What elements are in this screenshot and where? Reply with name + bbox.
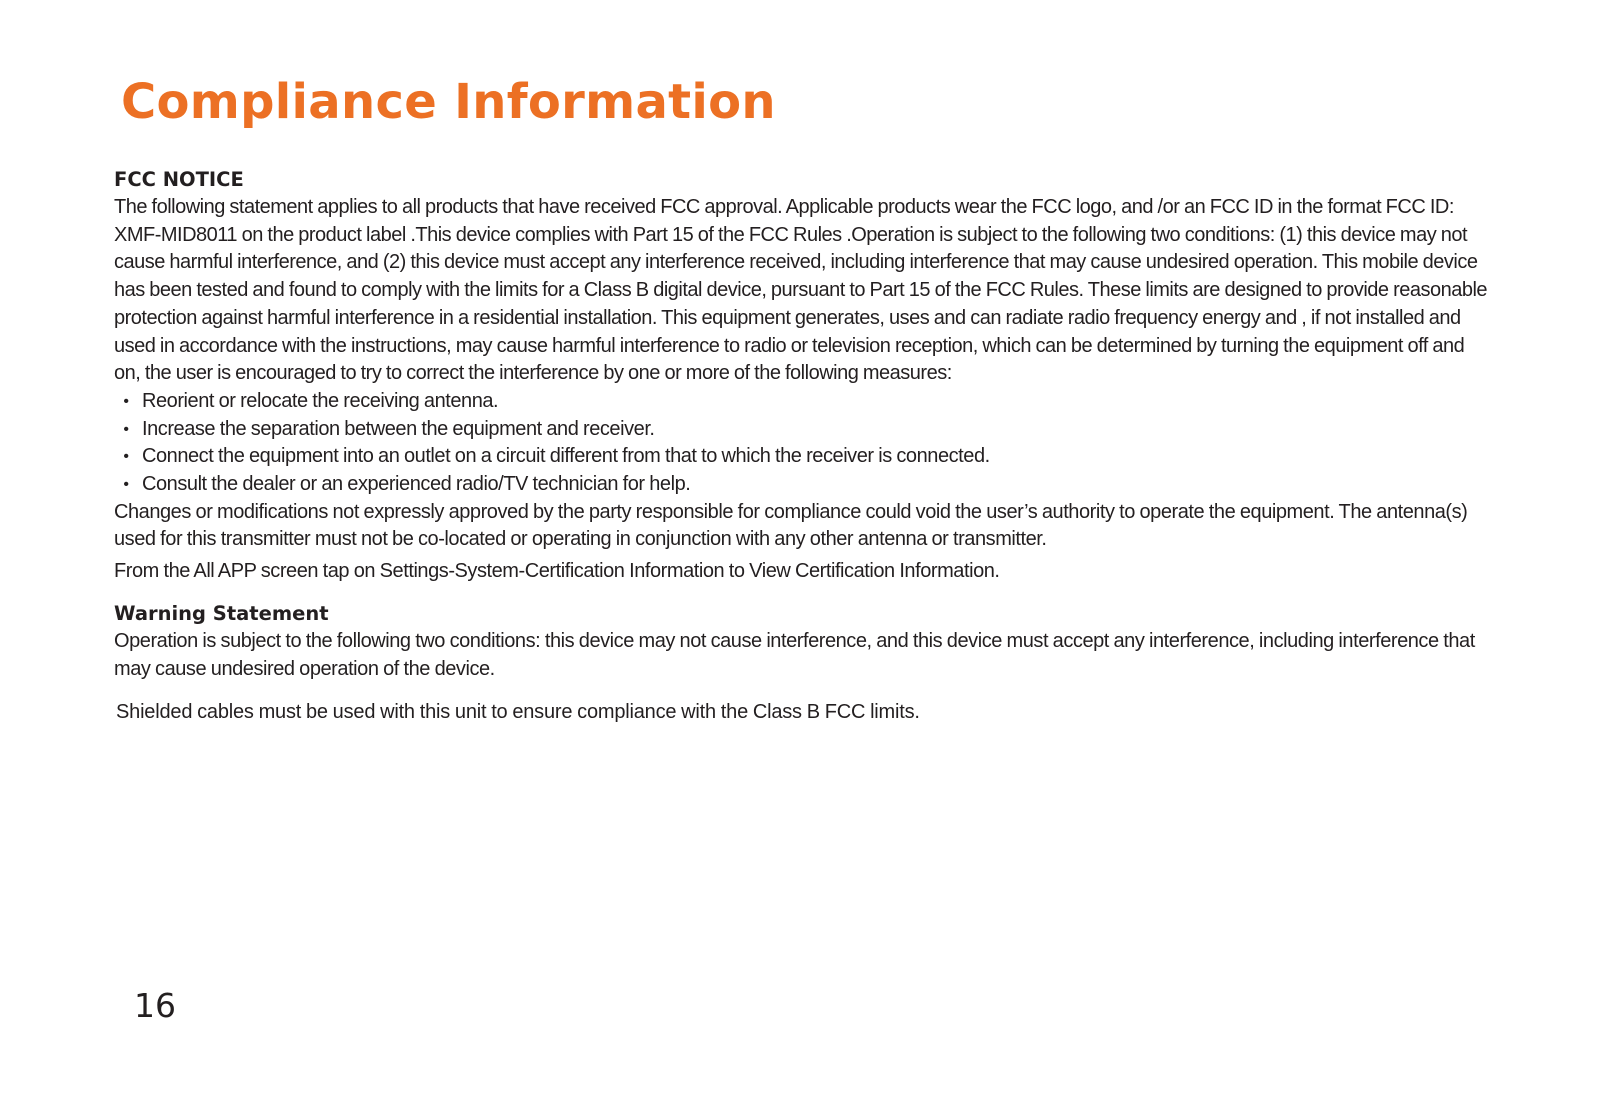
warning-body: Operation is subject to the following two conditions: this device may not cause interference, and this device must accept any interference, including interference that may cause undesired operation of the device. xyxy=(114,629,1475,680)
bullet-icon: • xyxy=(123,448,129,466)
fcc-notice-section xyxy=(114,166,1494,586)
modifications-paragraph: Changes or modifications not expressly approved by the party responsible for compliance could void the user’s authority to operate the equipment. The antenna(s) used for this transmitter must not be co-located or operating in conjunction with any other antenna or transmitter. xyxy=(114,500,1468,551)
bullet-icon: • xyxy=(123,420,129,438)
measure-text: Reorient or relocate the receiving antenna. xyxy=(142,389,499,412)
measure-text: Connect the equipment into an outlet on a circuit different from that to which the receiver is connected. xyxy=(142,445,990,468)
measure-text: Consult the dealer or an experienced radio/TV technician for help. xyxy=(142,473,691,496)
list-item xyxy=(114,416,1494,444)
list-item xyxy=(114,471,1494,499)
fcc-notice-intro: The following statement applies to all products that have received FCC approval. Applicable products wear the FCC logo, and /or an FCC ID in the format FCC ID: XMF-MID8011 on the product label .This device complies with Part 15 of the FCC Rules .Operation is subject to the following two conditions: (1) this device may not cause harmful interference, and (2) this device must accept any interference received, including interference that may cause undesired operation. This mobile device has been tested and found to comply with the limits for a Class B digital device, pursuant to Part 15 of the FCC Rules. These limits are designed to provide reasonable protection against harmful interference in a residential installation. This equipment generates, uses and can radiate radio frequency energy and , if not installed and used in accordance with the instructions, may cause harmful interference to radio or television reception, which can be determined by turning the equipment off and on, the user is encouraged to try to correct the interference by one or more of the following measures: xyxy=(114,196,1488,385)
compliance-content xyxy=(114,166,1494,727)
page-number: 16 xyxy=(134,986,176,1025)
list-item xyxy=(114,388,1494,416)
page-title: Compliance Information xyxy=(121,74,776,130)
warning-section xyxy=(114,600,1494,727)
fcc-notice-heading: FCC NOTICE xyxy=(114,168,244,191)
certification-paragraph: From the All APP screen tap on Settings-System-Certification Information to View Certification Information. xyxy=(114,560,1000,583)
list-item xyxy=(114,443,1494,471)
bullet-icon: • xyxy=(123,392,129,410)
bullet-icon: • xyxy=(123,476,129,494)
warning-heading: Warning Statement xyxy=(114,601,329,625)
shielded-cables-paragraph: Shielded cables must be used with this unit to ensure compliance with the Class B FCC limits. xyxy=(116,701,920,724)
interference-measures-list xyxy=(114,388,1494,499)
measure-text: Increase the separation between the equipment and receiver. xyxy=(142,417,655,440)
